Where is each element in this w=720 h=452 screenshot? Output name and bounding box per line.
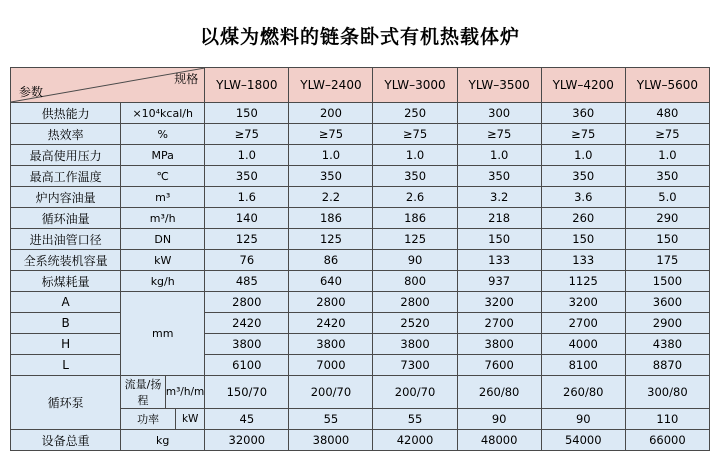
cell-value: ≥75 bbox=[625, 124, 709, 145]
cell-value: 150/70 bbox=[205, 376, 289, 409]
row-unit: m³ bbox=[121, 187, 205, 208]
cell-value: 8870 bbox=[625, 355, 709, 376]
model-header-6: YLW–5600 bbox=[625, 68, 709, 103]
cell-value: 4380 bbox=[625, 334, 709, 355]
row-param-label: 设备总重 bbox=[11, 430, 121, 451]
row-param-label: 热效率 bbox=[11, 124, 121, 145]
table-row bbox=[11, 355, 710, 376]
table-corner-cell bbox=[11, 68, 205, 103]
row-unit: % bbox=[121, 124, 205, 145]
cell-value: 1125 bbox=[541, 271, 625, 292]
cell-value: 350 bbox=[625, 166, 709, 187]
cell-value: 150 bbox=[541, 229, 625, 250]
pump-sub-flowhead bbox=[121, 376, 205, 409]
cell-value: 2520 bbox=[373, 313, 457, 334]
cell-value: 32000 bbox=[205, 430, 289, 451]
cell-value: 2800 bbox=[205, 292, 289, 313]
cell-value: 45 bbox=[205, 409, 289, 430]
cell-value: 290 bbox=[625, 208, 709, 229]
cell-value: 150 bbox=[625, 229, 709, 250]
cell-value: 140 bbox=[205, 208, 289, 229]
row-param-label: 进出油管口径 bbox=[11, 229, 121, 250]
cell-value: 3600 bbox=[625, 292, 709, 313]
cell-value: 350 bbox=[373, 166, 457, 187]
pump-unit: m³/h/m bbox=[165, 376, 204, 408]
row-param-label-pump: 循环泵 bbox=[11, 376, 121, 430]
cell-value: 200 bbox=[289, 103, 373, 124]
cell-value: 150 bbox=[205, 103, 289, 124]
cell-value: 2800 bbox=[373, 292, 457, 313]
model-header-2: YLW–2400 bbox=[289, 68, 373, 103]
table-row bbox=[11, 313, 710, 334]
row-unit: kg bbox=[121, 430, 205, 451]
row-param-label: 供热能力 bbox=[11, 103, 121, 124]
cell-value: 90 bbox=[457, 409, 541, 430]
cell-value: 640 bbox=[289, 271, 373, 292]
cell-value: 3800 bbox=[457, 334, 541, 355]
corner-spec-label: 规格 bbox=[174, 72, 199, 86]
cell-value: 7300 bbox=[373, 355, 457, 376]
spec-table-container bbox=[0, 67, 720, 451]
pump-sub-label: 流量/扬程 bbox=[121, 376, 165, 408]
cell-value: 2420 bbox=[205, 313, 289, 334]
cell-value: 38000 bbox=[289, 430, 373, 451]
cell-value: 175 bbox=[625, 250, 709, 271]
pump-sub-label: 功率 bbox=[121, 409, 176, 429]
cell-value: 3.2 bbox=[457, 187, 541, 208]
model-header-4: YLW–3500 bbox=[457, 68, 541, 103]
cell-value: 90 bbox=[541, 409, 625, 430]
cell-value: 6100 bbox=[205, 355, 289, 376]
cell-value: 186 bbox=[373, 208, 457, 229]
cell-value: 2420 bbox=[289, 313, 373, 334]
row-param-label: 炉内容油量 bbox=[11, 187, 121, 208]
cell-value: 66000 bbox=[625, 430, 709, 451]
row-unit: kW bbox=[121, 250, 205, 271]
table-row bbox=[11, 187, 710, 208]
model-header-1: YLW–1800 bbox=[205, 68, 289, 103]
row-param-label: 最高工作温度 bbox=[11, 166, 121, 187]
row-param-label: 最高使用压力 bbox=[11, 145, 121, 166]
row-param-label: A bbox=[11, 292, 121, 313]
cell-value: 8100 bbox=[541, 355, 625, 376]
cell-value: 150 bbox=[457, 229, 541, 250]
cell-value: 260/80 bbox=[457, 376, 541, 409]
row-unit: ×10⁴kcal/h bbox=[121, 103, 205, 124]
cell-value: 2900 bbox=[625, 313, 709, 334]
row-param-label: 循环油量 bbox=[11, 208, 121, 229]
cell-value: 3.6 bbox=[541, 187, 625, 208]
cell-value: 55 bbox=[289, 409, 373, 430]
cell-value: 300 bbox=[457, 103, 541, 124]
cell-value: ≥75 bbox=[289, 124, 373, 145]
cell-value: 54000 bbox=[541, 430, 625, 451]
pump-sub-power bbox=[121, 409, 205, 430]
table-row bbox=[11, 334, 710, 355]
cell-value: 48000 bbox=[457, 430, 541, 451]
cell-value: 2.6 bbox=[373, 187, 457, 208]
table-row bbox=[11, 430, 710, 451]
cell-value: ≥75 bbox=[205, 124, 289, 145]
cell-value: 485 bbox=[205, 271, 289, 292]
cell-value: 125 bbox=[205, 229, 289, 250]
cell-value: 110 bbox=[625, 409, 709, 430]
cell-value: 800 bbox=[373, 271, 457, 292]
row-unit: MPa bbox=[121, 145, 205, 166]
table-row bbox=[11, 250, 710, 271]
row-unit: kg/h bbox=[121, 271, 205, 292]
table-row bbox=[11, 103, 710, 124]
cell-value: 7000 bbox=[289, 355, 373, 376]
table-row bbox=[11, 229, 710, 250]
cell-value: 1.6 bbox=[205, 187, 289, 208]
cell-value: 7600 bbox=[457, 355, 541, 376]
row-param-label: L bbox=[11, 355, 121, 376]
model-header-3: YLW–3000 bbox=[373, 68, 457, 103]
cell-value: 1.0 bbox=[541, 145, 625, 166]
cell-value: 2700 bbox=[457, 313, 541, 334]
cell-value: 186 bbox=[289, 208, 373, 229]
cell-value: 3800 bbox=[373, 334, 457, 355]
cell-value: 76 bbox=[205, 250, 289, 271]
cell-value: 2.2 bbox=[289, 187, 373, 208]
table-header-row bbox=[11, 68, 710, 103]
cell-value: 350 bbox=[541, 166, 625, 187]
cell-value: 1500 bbox=[625, 271, 709, 292]
cell-value: ≥75 bbox=[541, 124, 625, 145]
cell-value: 3800 bbox=[205, 334, 289, 355]
cell-value: 90 bbox=[373, 250, 457, 271]
cell-value: 86 bbox=[289, 250, 373, 271]
cell-value: 218 bbox=[457, 208, 541, 229]
cell-value: ≥75 bbox=[457, 124, 541, 145]
model-header-5: YLW–4200 bbox=[541, 68, 625, 103]
row-param-label: B bbox=[11, 313, 121, 334]
pump-unit: kW bbox=[176, 409, 205, 429]
dimension-unit-mm: mm bbox=[121, 292, 205, 376]
corner-param-label: 参数 bbox=[19, 85, 44, 99]
cell-value: 3200 bbox=[457, 292, 541, 313]
table-row bbox=[11, 271, 710, 292]
cell-value: 1.0 bbox=[625, 145, 709, 166]
cell-value: 125 bbox=[289, 229, 373, 250]
cell-value: 200/70 bbox=[289, 376, 373, 409]
table-row bbox=[11, 208, 710, 229]
cell-value: 2800 bbox=[289, 292, 373, 313]
table-row bbox=[11, 292, 710, 313]
cell-value: 125 bbox=[373, 229, 457, 250]
cell-value: 133 bbox=[457, 250, 541, 271]
cell-value: 5.0 bbox=[625, 187, 709, 208]
row-unit: ℃ bbox=[121, 166, 205, 187]
table-row bbox=[11, 124, 710, 145]
specification-table bbox=[10, 67, 710, 451]
cell-value: 55 bbox=[373, 409, 457, 430]
cell-value: 1.0 bbox=[457, 145, 541, 166]
cell-value: ≥75 bbox=[373, 124, 457, 145]
cell-value: 3200 bbox=[541, 292, 625, 313]
page-title: 以煤为燃料的链条卧式有机热载体炉 bbox=[199, 26, 520, 48]
cell-value: 2700 bbox=[541, 313, 625, 334]
cell-value: 350 bbox=[289, 166, 373, 187]
cell-value: 350 bbox=[457, 166, 541, 187]
cell-value: 133 bbox=[541, 250, 625, 271]
cell-value: 4000 bbox=[541, 334, 625, 355]
cell-value: 1.0 bbox=[373, 145, 457, 166]
cell-value: 937 bbox=[457, 271, 541, 292]
table-row bbox=[11, 376, 710, 409]
cell-value: 1.0 bbox=[289, 145, 373, 166]
cell-value: 250 bbox=[373, 103, 457, 124]
row-unit: m³/h bbox=[121, 208, 205, 229]
cell-value: 42000 bbox=[373, 430, 457, 451]
row-param-label: H bbox=[11, 334, 121, 355]
cell-value: 260 bbox=[541, 208, 625, 229]
table-row bbox=[11, 166, 710, 187]
cell-value: 350 bbox=[205, 166, 289, 187]
cell-value: 300/80 bbox=[625, 376, 709, 409]
row-param-label: 标煤耗量 bbox=[11, 271, 121, 292]
cell-value: 1.0 bbox=[205, 145, 289, 166]
table-row bbox=[11, 145, 710, 166]
row-param-label: 全系统装机容量 bbox=[11, 250, 121, 271]
row-unit: DN bbox=[121, 229, 205, 250]
cell-value: 360 bbox=[541, 103, 625, 124]
cell-value: 200/70 bbox=[373, 376, 457, 409]
cell-value: 3800 bbox=[289, 334, 373, 355]
cell-value: 480 bbox=[625, 103, 709, 124]
cell-value: 260/80 bbox=[541, 376, 625, 409]
